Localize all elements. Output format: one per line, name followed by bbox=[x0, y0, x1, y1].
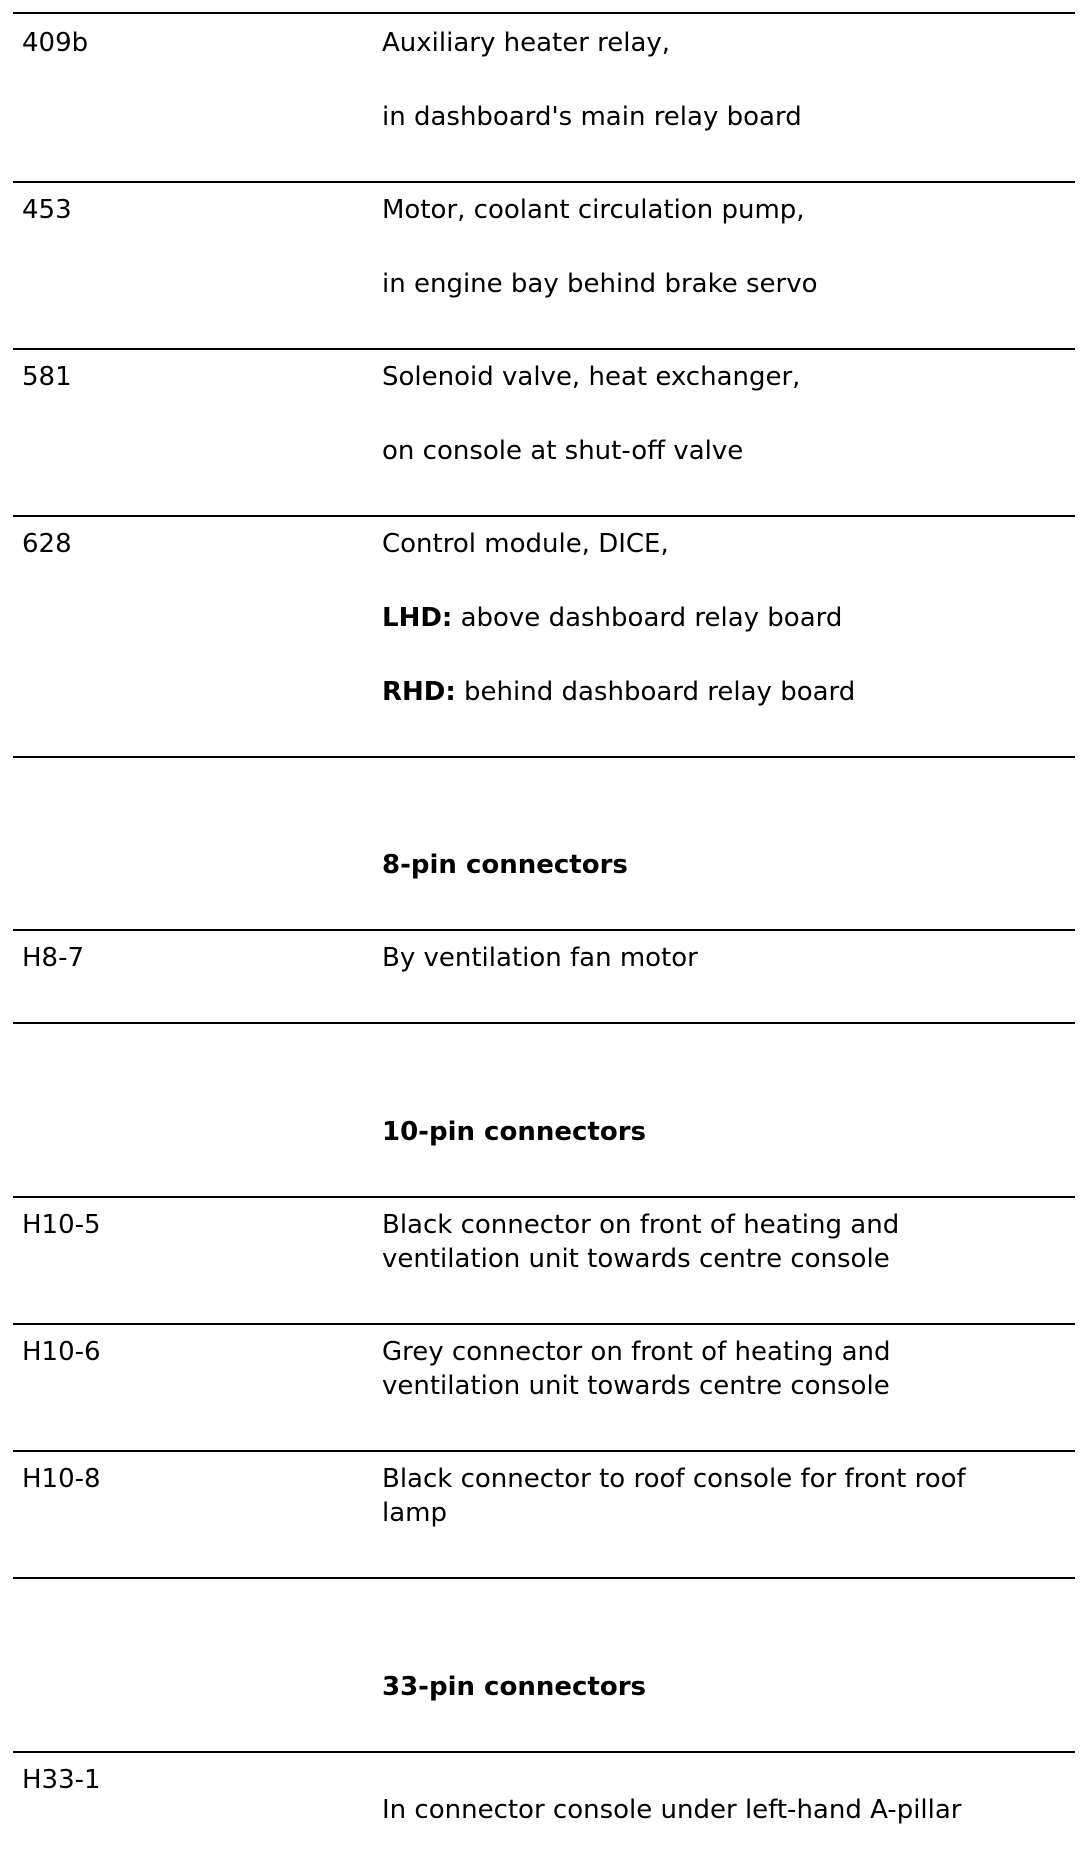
table-rule bbox=[13, 1196, 1075, 1198]
rhd-text: behind dashboard relay board bbox=[455, 677, 856, 707]
lhd-text: above dashboard relay board bbox=[452, 603, 843, 633]
component-code: 453 bbox=[22, 195, 72, 225]
table-rule bbox=[13, 515, 1075, 517]
connector-description-line: Grey connector on front of heating and bbox=[382, 1337, 891, 1367]
table-rule bbox=[13, 1323, 1075, 1325]
connector-code: H10-6 bbox=[22, 1337, 101, 1367]
component-description-lhd bbox=[382, 601, 842, 635]
rhd-label: RHD: bbox=[382, 677, 456, 707]
table-rule bbox=[13, 1450, 1075, 1452]
table-rule bbox=[13, 1577, 1075, 1579]
component-description-line: Control module, DICE, bbox=[382, 529, 669, 559]
component-description-line: in dashboard's main relay board bbox=[382, 102, 802, 132]
component-description-line: Motor, coolant circulation pump, bbox=[382, 195, 805, 225]
connector-description-line: Black connector to roof console for front roof bbox=[382, 1464, 966, 1494]
connector-description-line: ventilation unit towards centre console bbox=[382, 1244, 890, 1274]
section-heading: 8-pin connectors bbox=[382, 850, 628, 880]
table-rule bbox=[13, 929, 1075, 931]
connector-description-line: lamp bbox=[382, 1498, 447, 1528]
connector-description-line: In connector console under left-hand A-pillar bbox=[382, 1795, 962, 1825]
table-rule bbox=[13, 1022, 1075, 1024]
component-description-rhd bbox=[382, 675, 855, 709]
connector-code: H10-8 bbox=[22, 1464, 101, 1494]
connector-code: H8-7 bbox=[22, 943, 85, 973]
connector-code: H10-5 bbox=[22, 1210, 101, 1240]
component-code: 409b bbox=[22, 28, 89, 58]
section-heading: 10-pin connectors bbox=[382, 1117, 646, 1147]
component-description-line: Solenoid valve, heat exchanger, bbox=[382, 362, 801, 392]
component-description-line: in engine bay behind brake servo bbox=[382, 269, 818, 299]
component-description-line: Auxiliary heater relay, bbox=[382, 28, 671, 58]
connector-description-line: By ventilation fan motor bbox=[382, 943, 698, 973]
connector-description-line: Black connector on front of heating and bbox=[382, 1210, 900, 1240]
table-rule bbox=[13, 1751, 1075, 1753]
table-rule bbox=[13, 181, 1075, 183]
table-rule bbox=[13, 756, 1075, 758]
lhd-label: LHD: bbox=[382, 603, 453, 633]
component-description-line: on console at shut-off valve bbox=[382, 436, 744, 466]
connector-code: H33-1 bbox=[22, 1765, 101, 1795]
component-code: 628 bbox=[22, 529, 72, 559]
component-code: 581 bbox=[22, 362, 72, 392]
table-rule bbox=[13, 12, 1075, 14]
section-heading: 33-pin connectors bbox=[382, 1672, 646, 1702]
table-rule bbox=[13, 348, 1075, 350]
connector-description-line: ventilation unit towards centre console bbox=[382, 1371, 890, 1401]
